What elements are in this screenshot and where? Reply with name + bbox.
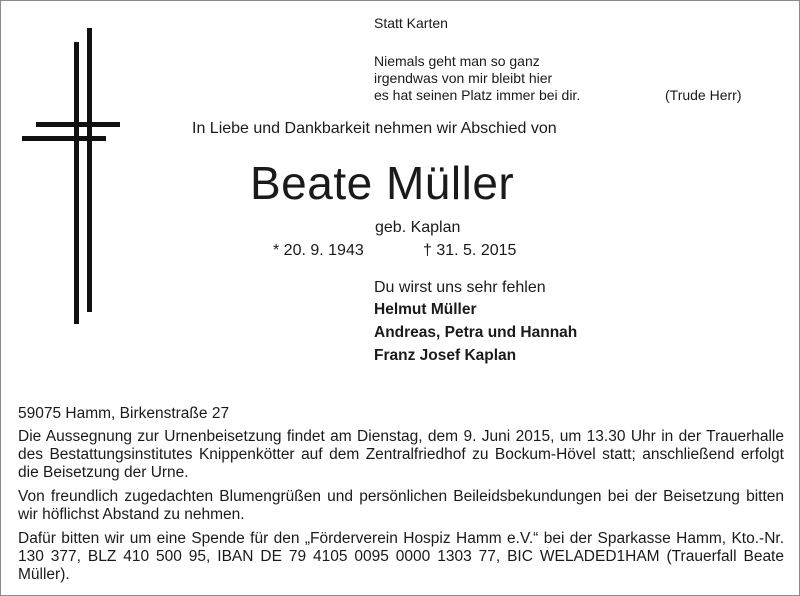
cross-vertical-line — [74, 42, 79, 324]
poem-line: es hat seinen Platz immer bei dir. — [374, 87, 581, 103]
cross-horizontal-line — [36, 122, 120, 127]
statt-karten: Statt Karten — [374, 15, 448, 31]
intro-text: In Liebe und Dankbarkeit nehmen wir Abschied von — [192, 120, 557, 137]
deceased-name: Beate Müller — [250, 157, 515, 209]
ceremony-paragraph: Die Aussegnung zur Urnenbeisetzung findet am Dienstag, dem 9. Juni 2015, um 13.30 Uhr in der Trauerhalle des Bestattungsinstitutes Knippenkötter auf dem Zentralfriedhof zu Bockum-Hövel statt; anschließend erfolgt die Beisetzung der Urne. — [18, 428, 784, 481]
flowers-paragraph: Von freundlich zugedachten Blumengrüßen und persönlichen Beileidsbekundungen bei der Beisetzung bitten wir höflichst Abstand zu nehmen. — [18, 488, 784, 523]
poem-line: Niemals geht man so ganz — [374, 53, 540, 69]
mourner-name: Helmut Müller — [374, 301, 477, 318]
mourners-intro: Du wirst uns sehr fehlen — [374, 279, 546, 296]
cross-horizontal-line — [22, 136, 106, 141]
poem-author: (Trude Herr) — [665, 87, 742, 103]
mourner-name: Andreas, Petra und Hannah — [374, 324, 578, 341]
birth-date: * 20. 9. 1943 — [273, 242, 364, 259]
cross-vertical-line — [87, 28, 92, 312]
address: 59075 Hamm, Birkenstraße 27 — [18, 405, 230, 422]
maiden-name: geb. Kaplan — [375, 219, 461, 236]
poem-line: irgendwas von mir bleibt hier — [374, 70, 553, 86]
death-date: † 31. 5. 2015 — [423, 242, 517, 259]
mourner-name: Franz Josef Kaplan — [374, 347, 517, 364]
donation-paragraph: Dafür bitten wir um eine Spende für den „Förderverein Hospiz Hamm e.V.“ bei der Sparkasse Hamm, Kto.-Nr. 130 377, BLZ 410 500 95, IBAN DE 79 4105 0095 0000 1303 77, BIC WELADED1HAM (Trauerfall Beate Müller). — [18, 530, 784, 583]
